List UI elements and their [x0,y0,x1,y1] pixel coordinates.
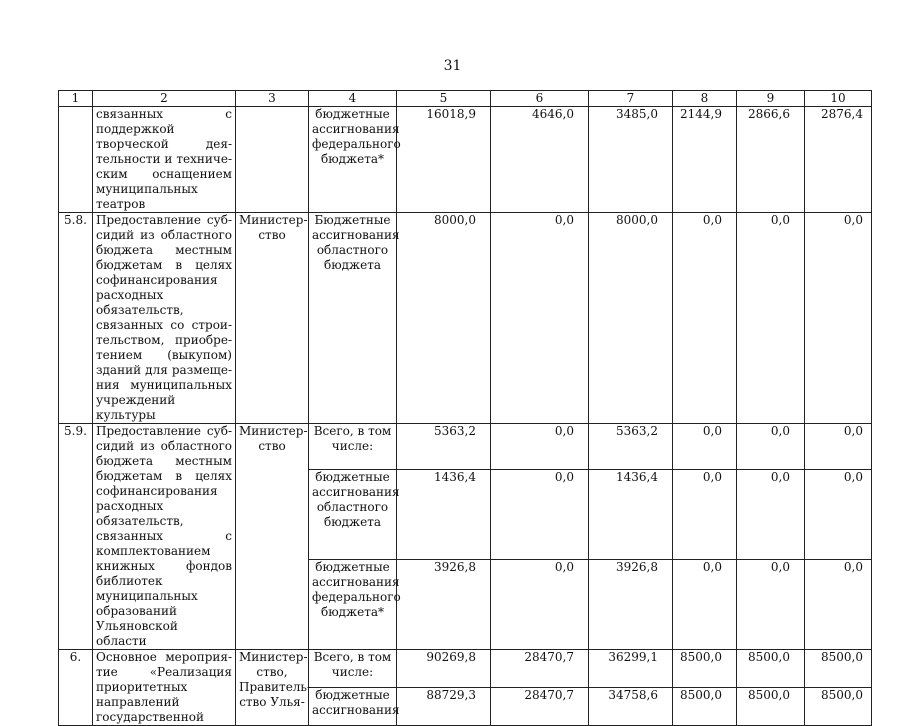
funding-source: бюджетные ассигнования областного бюджета [309,469,397,559]
amount-year: 0,0 [805,469,872,559]
column-number: 5 [397,91,491,107]
amount-year: 3485,0 [589,107,673,213]
funding-source: Всего, в том числе: [309,424,397,470]
column-number: 4 [309,91,397,107]
amount-year: 2866,6 [737,107,805,213]
amount-year: 0,0 [491,213,589,424]
row-number [59,107,93,213]
budget-table [58,90,872,726]
amount-year: 28470,7 [491,688,589,726]
amount-year: 0,0 [805,559,872,649]
column-number: 7 [589,91,673,107]
amount-year: 0,0 [491,559,589,649]
table-row [59,424,872,470]
amount-year: 2144,9 [673,107,737,213]
row-number: 6. [59,650,93,726]
amount-year: 36299,1 [589,650,673,688]
column-number: 6 [491,91,589,107]
amount-year: 5363,2 [589,424,673,470]
column-number: 9 [737,91,805,107]
amount-year: 8000,0 [589,213,673,424]
amount-total: 88729,3 [397,688,491,726]
amount-year: 0,0 [737,469,805,559]
amount-year: 8500,0 [737,650,805,688]
column-number-row [59,91,872,107]
amount-year: 8500,0 [805,688,872,726]
row-number: 5.9. [59,424,93,650]
funding-source: Всего, в том числе: [309,650,397,688]
amount-total: 1436,4 [397,469,491,559]
amount-year: 0,0 [737,559,805,649]
column-number: 1 [59,91,93,107]
amount-year: 34758,6 [589,688,673,726]
executor: Министерство [236,213,309,424]
page-number: 31 [443,58,462,74]
amount-year: 0,0 [805,213,872,424]
funding-source: бюджетные ассигнования федерального бюджета* [309,559,397,649]
amount-year: 0,0 [673,424,737,470]
amount-total: 3926,8 [397,559,491,649]
executor [236,107,309,213]
executor: Министерство, Правительство Улья- [236,650,309,726]
column-number: 8 [673,91,737,107]
amount-year: 0,0 [673,469,737,559]
amount-total: 90269,8 [397,650,491,688]
activity-name: Предоставление субсидий из областного бюджета местным бюджетам в целях софинансирования расходных обязательств, связанных со строительством, приобретением (выкупом) зданий для размещения муниципальных учреждений культуры [93,213,236,424]
amount-year: 4646,0 [491,107,589,213]
amount-year: 8500,0 [673,650,737,688]
amount-year: 0,0 [491,469,589,559]
amount-year: 28470,7 [491,650,589,688]
amount-total: 5363,2 [397,424,491,470]
funding-source: бюджетные ассигнования [309,688,397,726]
amount-year: 0,0 [491,424,589,470]
column-number: 2 [93,91,236,107]
amount-year: 0,0 [805,424,872,470]
amount-year: 0,0 [673,559,737,649]
row-number: 5.8. [59,213,93,424]
amount-year: 8500,0 [737,688,805,726]
table-row [59,650,872,688]
amount-year: 0,0 [673,213,737,424]
amount-year: 1436,4 [589,469,673,559]
activity-name: Основное мероприятие «Реализация приоритетных направлений государственной [93,650,236,726]
activity-name: Предоставление субсидий из областного бюджета местным бюджетам в целях софинансирования расходных обязательств, связанных с комплектованием книжных фондов библиотек муниципальных образований Ульяновской области [93,424,236,650]
amount-year: 3926,8 [589,559,673,649]
amount-year: 8500,0 [805,650,872,688]
amount-year: 0,0 [737,213,805,424]
column-number: 3 [236,91,309,107]
funding-source: Бюджетные ассигнования областного бюджета [309,213,397,424]
amount-year: 2876,4 [805,107,872,213]
amount-total: 16018,9 [397,107,491,213]
activity-name: связанных с поддержкой творческой деятельности и техническим оснащением муниципальных театров [93,107,236,213]
amount-total: 8000,0 [397,213,491,424]
amount-year: 0,0 [737,424,805,470]
executor: Министерство [236,424,309,650]
amount-year: 8500,0 [673,688,737,726]
table-row [59,107,872,213]
column-number: 10 [805,91,872,107]
table-row [59,213,872,424]
funding-source: бюджетные ассигнования федерального бюджета* [309,107,397,213]
